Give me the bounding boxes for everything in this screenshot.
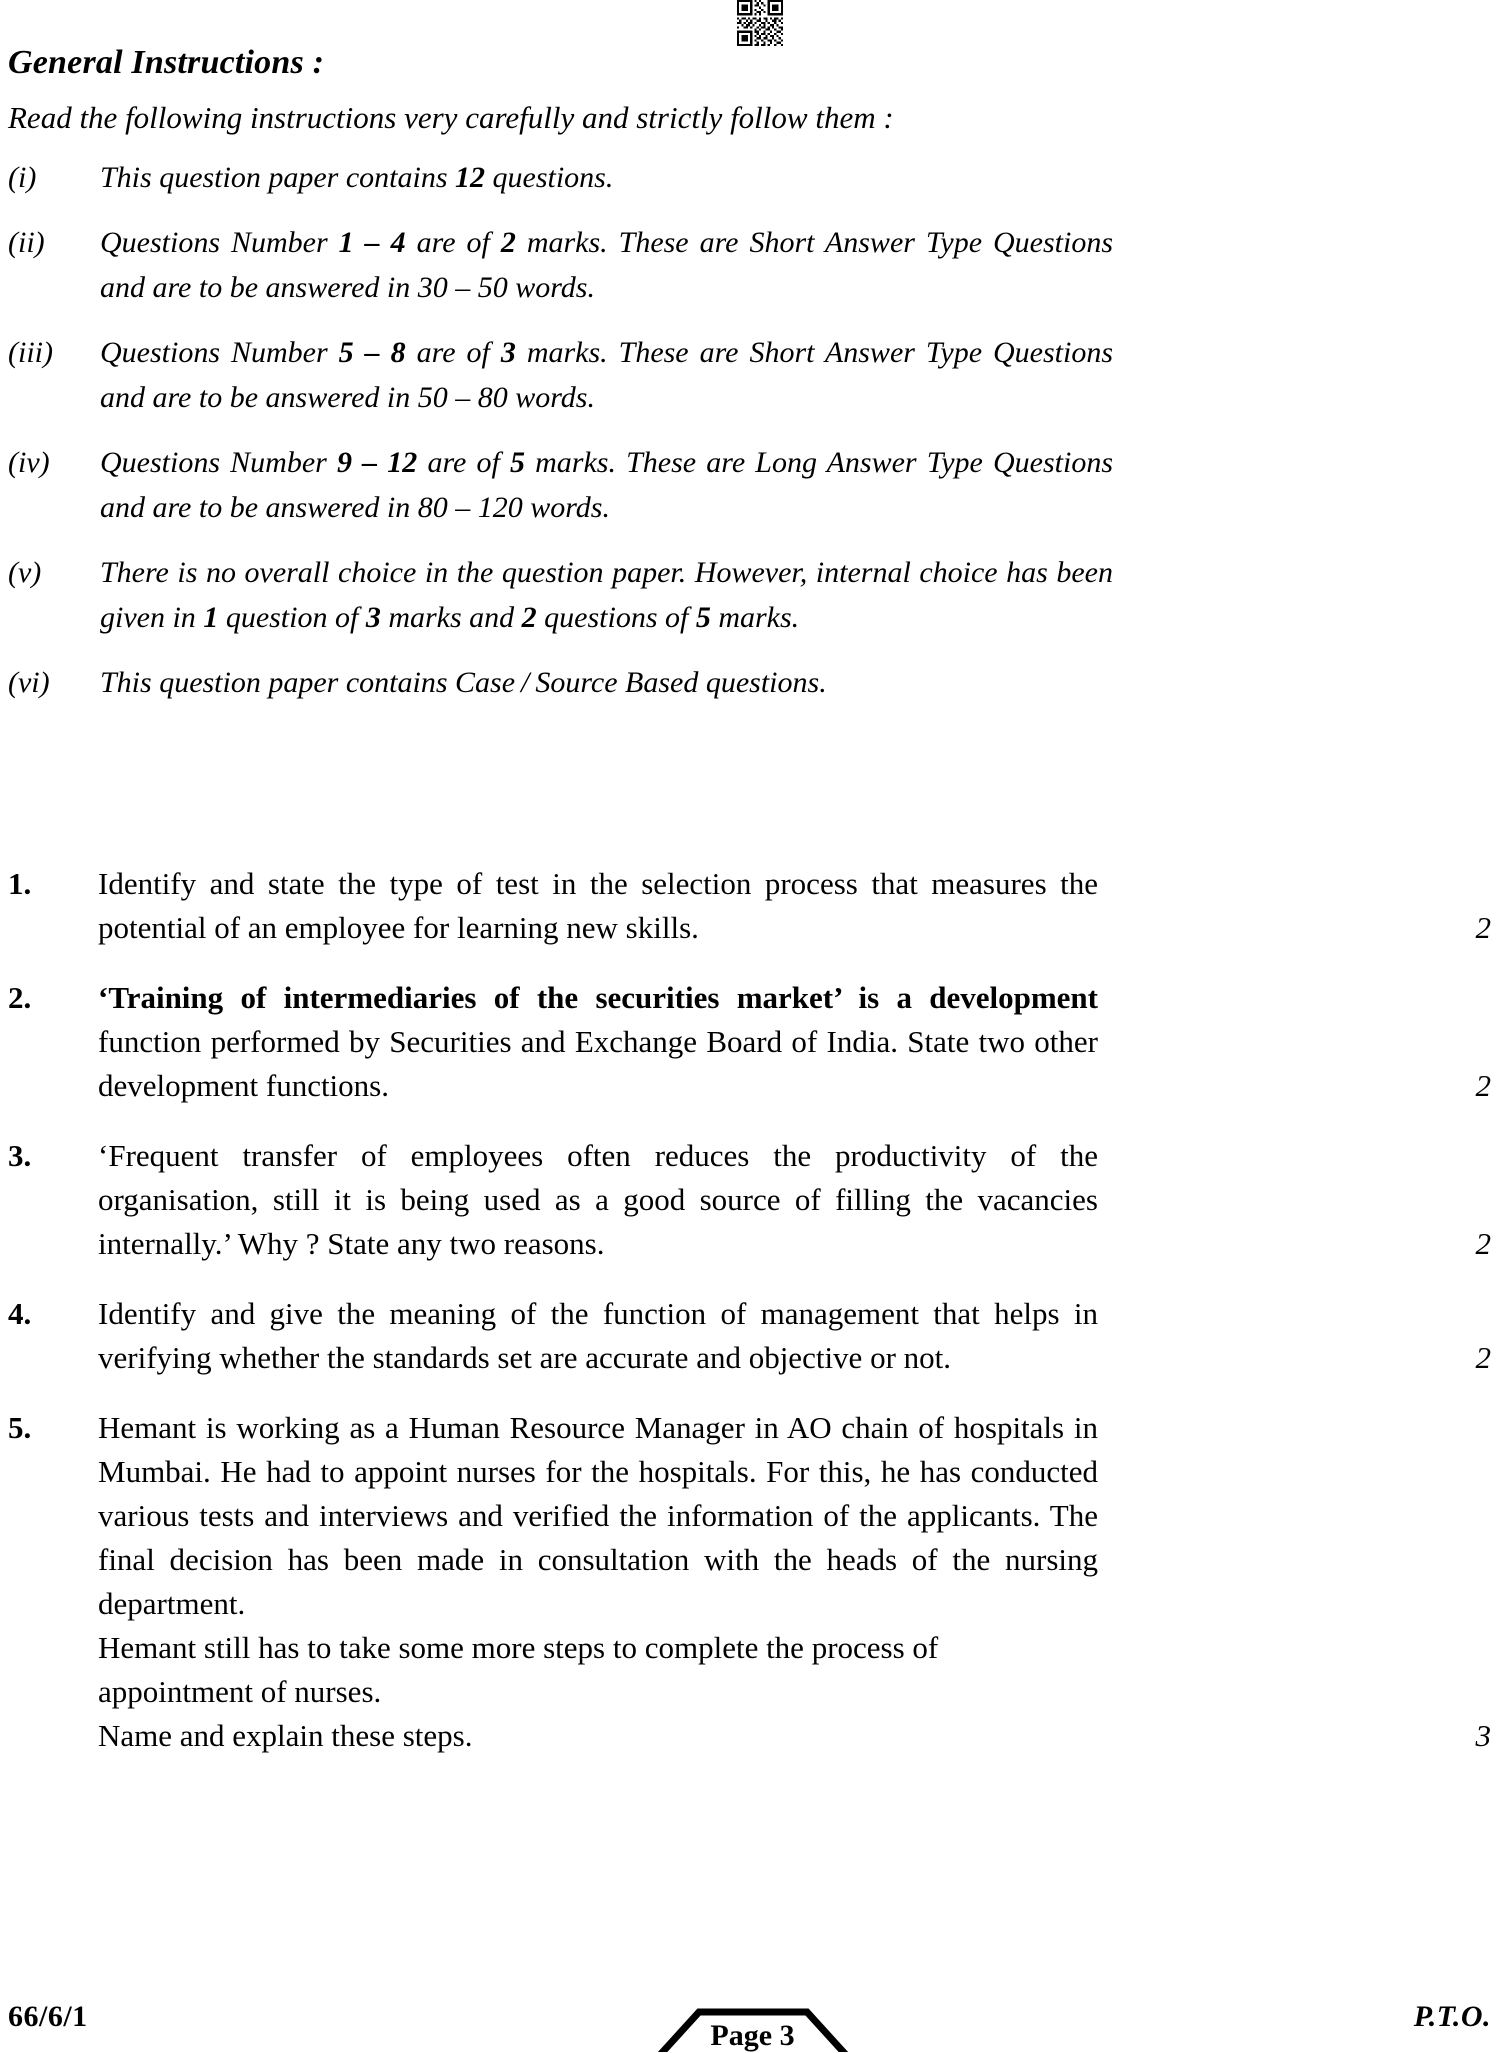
question-item [8, 1292, 1497, 1380]
general-instructions-heading: General Instructions : [8, 44, 325, 81]
text-run: Identify and give the meaning of the function of management that helps in verifying whether the standards set are accurate and objective or not. [98, 1296, 1098, 1375]
instruction-marker: (iv) [8, 446, 50, 479]
page-footer [0, 2000, 1505, 2052]
text-run: marks. These are Short Answer Type Questions and are to be answered in 30 – 50 words. [100, 226, 1114, 304]
question-marks: 2 [1475, 1226, 1491, 1261]
instruction-marker: (ii) [8, 226, 45, 259]
text-run: questions. [485, 161, 614, 194]
text-run: questions of [536, 601, 696, 634]
text-run: marks and [380, 601, 522, 634]
text-run: Hemant is working as a Human Resource Manager in AO chain of hospitals in Mumbai. He had to appoint nurses for the hospitals. For this, he has conducted various tests and interviews and verified the information of the applicants. The final decision has been made in consultation with the heads of the nursing department. [98, 1410, 1098, 1621]
emphasis-run: 1 – 4 [338, 226, 406, 259]
question-paragraph [98, 976, 1098, 1108]
emphasis-run: 2 [521, 601, 537, 634]
question-body [98, 862, 1098, 950]
text-run: marks. These are Long Answer Type Questions and are to be answered in 80 – 120 words. [100, 446, 1113, 524]
question-marks: 2 [1475, 1340, 1491, 1375]
instruction-item [8, 330, 1113, 420]
qr-code-icon [732, 0, 788, 46]
text-run: Hemant still has to take some more steps to complete the process of appointment of nurses. [98, 1630, 939, 1709]
paper-code: 66/6/1 [8, 2000, 88, 2033]
text-run: ‘Frequent transfer of employees often reduces the productivity of the organisation, still it is being used as a good source of filling the vacancies internally.’ Why ? State any two reasons. [98, 1138, 1098, 1261]
emphasis-run: 3 [365, 601, 381, 634]
page-number-badge [655, 2008, 851, 2052]
question-number: 5. [8, 1410, 32, 1445]
emphasis-run: 2 [500, 226, 516, 259]
question-paragraph [98, 1406, 1098, 1626]
text-run: marks. These are Short Answer Type Questions and are to be answered in 50 – 80 words. [100, 336, 1114, 414]
turn-over-label: P.T.O. [1413, 2000, 1491, 2033]
page-number-label: Page 3 [710, 2019, 795, 2052]
text-run: are of [405, 336, 501, 369]
question-marks: 3 [1475, 1718, 1491, 1753]
instruction-text [100, 660, 1113, 705]
question-paragraph [98, 1626, 1098, 1714]
text-run: There is no overall choice in the question paper. However, internal choice has been given in [100, 556, 1113, 634]
text-run: are of [417, 446, 510, 479]
question-paragraph [98, 1292, 1098, 1380]
text-run: This question paper contains [100, 161, 456, 194]
question-item [8, 1134, 1497, 1266]
question-paragraph [98, 1134, 1098, 1266]
emphasis-run: 12 [455, 161, 486, 194]
instruction-item [8, 550, 1113, 640]
question-paragraph [98, 862, 1098, 950]
instruction-item [8, 155, 1113, 200]
text-run: question of [218, 601, 366, 634]
instruction-text [100, 440, 1113, 530]
emphasis-run: 1 [203, 601, 219, 634]
instruction-item [8, 440, 1113, 530]
instruction-marker: (i) [8, 161, 37, 194]
general-instructions-list [8, 155, 1113, 725]
instruction-item [8, 220, 1113, 310]
instruction-marker: (vi) [8, 666, 50, 699]
question-body [98, 1134, 1098, 1266]
text-run: Questions Number [100, 226, 339, 259]
question-item [8, 862, 1497, 950]
question-body [98, 976, 1098, 1108]
emphasis-run: 5 [695, 601, 711, 634]
question-number: 4. [8, 1296, 32, 1331]
question-marks: 2 [1475, 910, 1491, 945]
emphasis-run: 9 – 12 [336, 446, 418, 479]
text-run: are of [405, 226, 501, 259]
emphasis-run: 5 – 8 [338, 336, 406, 369]
text-run: Name and explain these steps. [98, 1718, 473, 1753]
text-run: Identify and state the type of test in the selection process that measures the potential of an employee for learning new skills. [98, 866, 1098, 945]
instruction-text [100, 155, 1113, 200]
question-body [98, 1406, 1098, 1758]
question-item [8, 1406, 1497, 1758]
text-run: Questions Number [100, 336, 339, 369]
emphasis-run: 5 [509, 446, 525, 479]
instruction-marker: (v) [8, 556, 42, 589]
emphasis-run: ‘Training of intermediaries of the securities market’ is a development [98, 980, 1098, 1015]
questions-list [8, 862, 1497, 1784]
text-run: This question paper contains Case / Source Based questions. [100, 666, 827, 699]
question-number: 3. [8, 1138, 32, 1173]
instruction-item [8, 660, 1113, 705]
text-run: function performed by Securities and Exchange Board of India. State two other development functions. [98, 1024, 1098, 1103]
question-number: 2. [8, 980, 32, 1015]
question-number: 1. [8, 866, 32, 901]
emphasis-run: 3 [500, 336, 516, 369]
instruction-text [100, 330, 1113, 420]
text-run: Questions Number [100, 446, 337, 479]
question-body [98, 1292, 1098, 1380]
question-paragraph [98, 1714, 1098, 1758]
instruction-text [100, 550, 1113, 640]
instruction-text [100, 220, 1113, 310]
question-item [8, 976, 1497, 1108]
instruction-marker: (iii) [8, 336, 53, 369]
question-marks: 2 [1475, 1068, 1491, 1103]
text-run: marks. [710, 601, 800, 634]
read-instructions-line: Read the following instructions very carefully and strictly follow them : [8, 100, 894, 135]
